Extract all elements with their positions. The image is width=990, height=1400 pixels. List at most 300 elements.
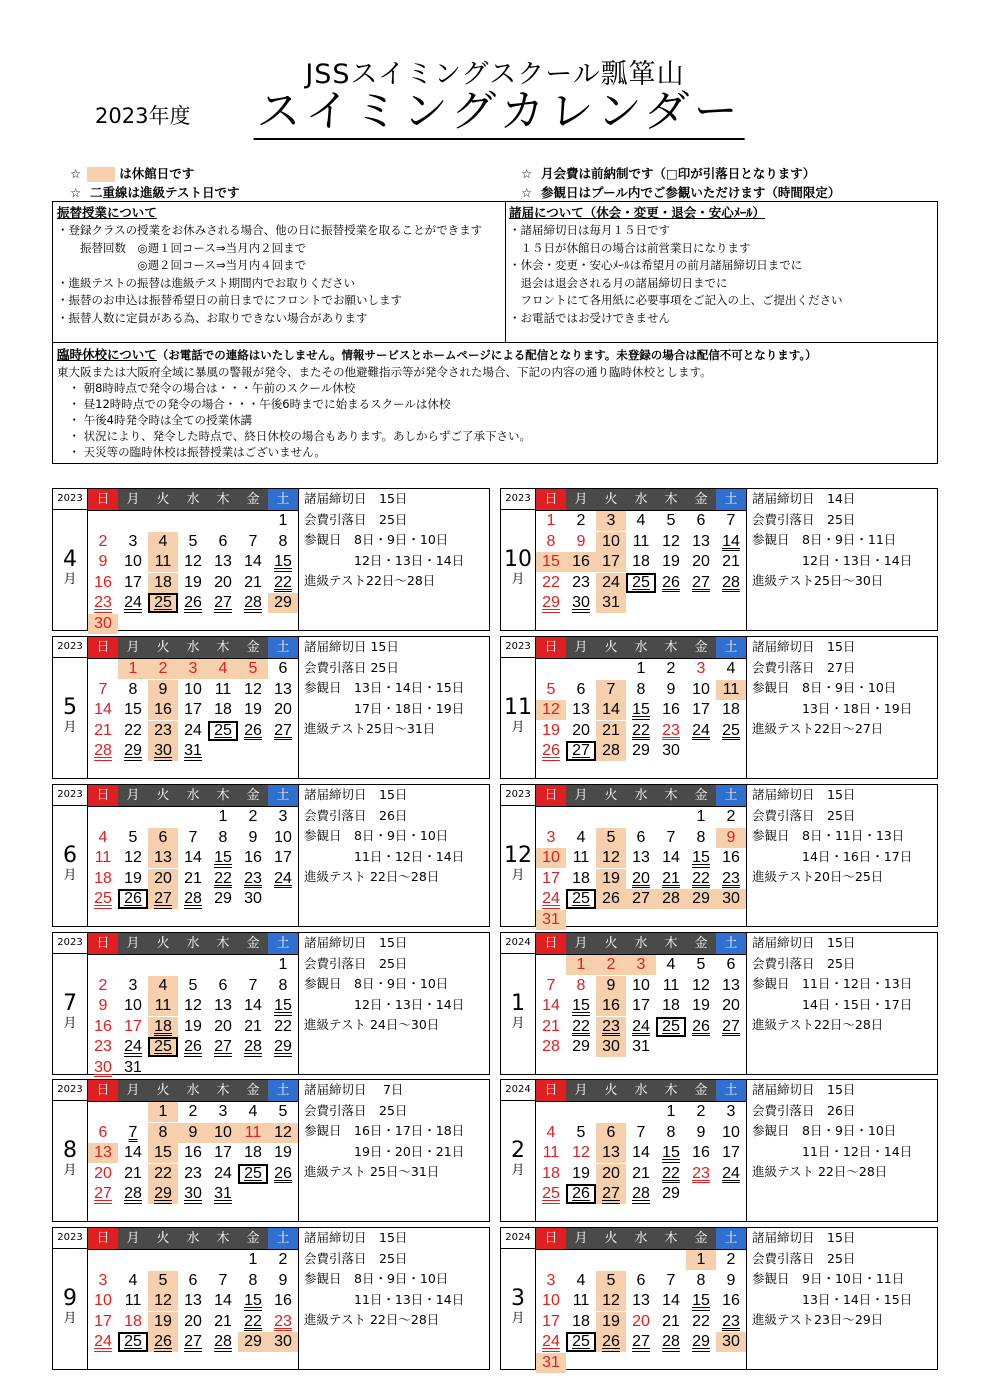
day-cell: 19: [184, 573, 202, 591]
month-info-line: 諸届締切日 14日: [752, 491, 856, 506]
day-cell: 9: [716, 828, 746, 848]
month-info: [304, 785, 464, 888]
day-cell: 19: [692, 997, 710, 1014]
day-cell: 15: [244, 1292, 262, 1309]
weekday-header: 金: [238, 933, 268, 954]
weekday-header: 土: [716, 785, 746, 806]
day-cell: 8: [666, 1123, 676, 1141]
weekday-header: 水: [626, 933, 656, 954]
weekday-header: 土: [716, 1228, 746, 1249]
day-cell: 10: [274, 828, 292, 846]
day-cell: 8: [278, 532, 288, 550]
day-cell: 23: [274, 1312, 292, 1330]
month-info-line: 諸届締切日 15日: [752, 787, 856, 802]
todoke-line: ・休会・変更・安心ﾒｰﾙは希望月の前月諸届締切日までに: [509, 258, 803, 273]
page-title: スイミングカレンダー: [254, 86, 748, 140]
day-cell: 10: [124, 997, 142, 1014]
day-cell: 29: [124, 742, 142, 759]
day-cell: 13: [596, 1143, 626, 1163]
month-label: [53, 1101, 88, 1221]
month-info-line: 参観日 16日・17日・18日: [304, 1123, 465, 1138]
month-info: [752, 637, 912, 740]
day-cell: 3: [596, 511, 626, 531]
month-info-line: 会費引落日 25日: [752, 807, 856, 823]
day-cell: 16: [566, 552, 596, 572]
holiday-swatch: [87, 167, 115, 182]
month-info-line: 会費引落日 26日: [304, 807, 408, 823]
day-cell: 13: [692, 532, 710, 550]
month-info: [752, 785, 912, 888]
calendar-year: 2023: [53, 489, 88, 510]
month-info-line: 進級テスト22日～28日: [752, 1017, 884, 1032]
month-suffix: 月: [63, 572, 77, 587]
day-cell: 16: [662, 701, 680, 718]
weekday-header: 月: [118, 785, 148, 806]
weekday-header: 土: [268, 1228, 298, 1249]
month-info-line: 17日・18日・19日: [304, 700, 465, 716]
month-info-line: 参観日 9日・10日・11日: [752, 1271, 905, 1286]
month-info-line: 諸届締切日 15日: [752, 935, 856, 950]
star-icon: ☆: [70, 166, 82, 181]
day-cell: 9: [98, 997, 108, 1014]
day-cell: 23: [662, 721, 680, 739]
month-suffix: 月: [511, 1163, 525, 1178]
day-cell: 9: [596, 976, 626, 996]
day-cell: 17: [596, 552, 626, 572]
day-cell: 20: [274, 701, 292, 718]
info-separator: [746, 1080, 747, 1221]
day-cell: 28: [184, 890, 202, 907]
day-cell: 20: [722, 997, 740, 1014]
day-cell: 2: [98, 532, 108, 550]
month-info-line: 会費引落日 26日: [752, 1102, 856, 1118]
day-cell: 29: [238, 1332, 268, 1352]
todoke-line: ・お電話ではお受けできません: [509, 310, 670, 325]
day-cell: 29: [692, 1333, 710, 1350]
day-cell: 28: [94, 742, 112, 759]
day-cell: 10: [632, 976, 650, 994]
day-cell: 7: [546, 976, 556, 994]
weekday-header: 金: [686, 637, 716, 658]
day-cell: 10: [208, 1123, 238, 1143]
day-cell: 5: [696, 956, 706, 973]
month-info-line: 11日・12日・14日: [752, 1143, 913, 1159]
month-label: [53, 1249, 88, 1369]
day-cell: 30: [148, 741, 178, 761]
day-cell: 17: [184, 701, 202, 718]
todoke-line: ・諸届締切日は毎月１５日です: [509, 223, 670, 237]
day-cell: 5: [596, 1271, 626, 1291]
day-cell: 1: [118, 659, 148, 679]
month-info-line: 諸届締切日 15日: [752, 1230, 856, 1245]
day-cell: 4: [248, 1103, 258, 1120]
day-cell: 25: [566, 889, 596, 909]
day-cell: 18: [572, 1312, 590, 1330]
day-cell: 28: [542, 1038, 560, 1055]
info-divider: [505, 202, 506, 342]
rinji-note: （お電話での連絡はいたしません。情報サービスとホームページによる配信となります。未登録の場合は配信不可となります。）: [156, 348, 817, 362]
day-cell: 15: [148, 1143, 178, 1163]
weekday-header: 木: [656, 933, 686, 954]
day-cell: 9: [666, 680, 676, 698]
day-cell: 17: [274, 849, 292, 866]
day-cell: 10: [596, 532, 626, 552]
month-suffix: 月: [63, 720, 77, 735]
day-cell: 8: [576, 976, 586, 994]
day-cell: 4: [128, 1271, 138, 1289]
day-cell: 1: [636, 660, 646, 677]
star-icon: ☆: [70, 185, 82, 200]
day-cell: 12: [124, 849, 142, 866]
day-cell: 2: [98, 976, 108, 994]
day-cell: 16: [94, 1017, 112, 1035]
month-suffix: 月: [63, 868, 77, 883]
day-cell: 18: [632, 553, 650, 570]
calendar-year: 2023: [501, 785, 536, 806]
day-cell: 21: [662, 1312, 680, 1330]
day-cell: 18: [148, 573, 178, 593]
weekday-header: 日: [88, 785, 118, 806]
info-divider-h: [53, 342, 937, 343]
rinji-line: ・ 朝8時時点で発令の場合は・・・午前のスクール休校: [57, 381, 356, 395]
calendar-year: 2023: [501, 489, 536, 510]
month-info-line: 会費引落日 25日: [752, 511, 856, 527]
day-cell: 24: [692, 721, 710, 739]
day-cell: 22: [662, 1164, 680, 1182]
day-cell: 14: [244, 553, 262, 570]
day-cell: 30: [596, 1037, 626, 1057]
day-cell: 25: [626, 573, 656, 593]
weekday-header: 木: [656, 1080, 686, 1101]
furikae-line: ・登録クラスの授業をお休みされる場合、他の日に振替授業を取ることができます: [57, 223, 483, 237]
day-cell: 22: [692, 1312, 710, 1330]
day-cell: 26: [184, 1038, 202, 1055]
day-cell: 11: [572, 1292, 590, 1309]
day-cell: 24: [596, 573, 626, 593]
weekday-header: 月: [566, 1228, 596, 1249]
weekday-header: 火: [596, 489, 626, 510]
day-cell: 22: [274, 1017, 292, 1035]
day-cell: 13: [632, 849, 650, 866]
weekday-header: 金: [686, 785, 716, 806]
day-cell: 21: [632, 1164, 650, 1182]
day-cell: 4: [636, 512, 646, 529]
legend-test: [70, 183, 239, 201]
day-cell: 5: [596, 828, 626, 848]
month-info-line: 諸届締切日 15日: [304, 639, 399, 654]
month-info-line: 12日・13日・14日: [304, 996, 465, 1012]
day-cell: 12: [244, 680, 262, 698]
day-cell: 9: [726, 1271, 736, 1289]
day-cell: 26: [596, 889, 626, 909]
day-cell: 12: [572, 1144, 590, 1161]
month-info-line: 参観日 8日・9日・10日: [304, 1271, 449, 1286]
day-cell: 29: [572, 1038, 590, 1055]
calendar-year: 2024: [501, 1080, 536, 1101]
day-cell: 20: [184, 1312, 202, 1330]
day-cell: 31: [184, 742, 202, 759]
day-cell: 6: [576, 680, 586, 698]
day-cell: 18: [214, 701, 232, 718]
day-cell: 14: [124, 1144, 142, 1161]
day-cell: 18: [572, 869, 590, 887]
month-info-line: 参観日 8日・9日・11日: [752, 532, 897, 547]
day-cell: 28: [244, 594, 262, 611]
day-cell: 23: [722, 1312, 740, 1330]
day-cell: 20: [632, 869, 650, 887]
day-cell: 20: [94, 1164, 112, 1182]
weekday-header: 日: [536, 637, 566, 658]
weekday-header: 月: [566, 1080, 596, 1101]
day-cell: 2: [188, 1103, 198, 1120]
day-cell: 19: [274, 1144, 292, 1161]
day-cell: 1: [546, 512, 556, 529]
weekday-header: 日: [88, 933, 118, 954]
day-cell: 26: [148, 1332, 178, 1352]
day-cell: 14: [244, 997, 262, 1014]
star-icon: ☆: [521, 166, 533, 181]
day-cell: 25: [542, 1185, 560, 1202]
day-cell: 12: [148, 1291, 178, 1311]
day-cell: 24: [94, 1333, 112, 1350]
day-cell: 4: [208, 659, 238, 679]
day-cell: 7: [98, 680, 108, 698]
day-cell: 22: [692, 869, 710, 887]
day-cell: 27: [148, 889, 178, 909]
day-cell: 28: [632, 1185, 650, 1202]
legend-observe-text: 参観日はプール内でご参観いただけます（時間限定）: [540, 185, 841, 200]
weekday-header: 月: [566, 489, 596, 510]
weekday-header: 水: [178, 489, 208, 510]
weekday-header: 金: [238, 637, 268, 658]
month-info-line: 進級テスト25日～31日: [304, 721, 436, 736]
day-cell: 20: [214, 573, 232, 591]
day-cell: 16: [94, 573, 112, 591]
day-cell: 19: [662, 553, 680, 570]
month-info-line: 進級テスト 24日～30日: [304, 1017, 440, 1032]
day-cell: 23: [148, 721, 178, 741]
info-separator: [746, 933, 747, 1074]
day-cell: 21: [94, 721, 112, 739]
month-suffix: 月: [63, 1311, 77, 1326]
month-label: [501, 806, 536, 926]
day-cell: 3: [218, 1103, 228, 1120]
month-info-line: 11日・13日・14日: [304, 1291, 465, 1307]
day-cell: 12: [596, 1291, 626, 1311]
day-cell: 7: [596, 680, 626, 700]
day-cell: 15: [214, 849, 232, 866]
weekday-header: 火: [596, 785, 626, 806]
day-cell: 11: [94, 849, 112, 866]
weekday-header: 土: [268, 489, 298, 510]
day-cell: 4: [576, 1271, 586, 1289]
day-cell: 15: [274, 997, 292, 1014]
month-info: [304, 933, 464, 1036]
weekday-header: 金: [686, 933, 716, 954]
day-cell: 8: [218, 828, 228, 846]
day-cell: 24: [214, 1164, 232, 1182]
day-cell: 29: [542, 594, 560, 611]
weekday-header: 日: [536, 1228, 566, 1249]
day-cell: 19: [124, 869, 142, 887]
day-cell: 30: [244, 890, 262, 907]
month-suffix: 月: [511, 1311, 525, 1326]
day-cell: 3: [546, 1271, 556, 1289]
weekday-header: 水: [178, 933, 208, 954]
month-info: [304, 1080, 464, 1183]
day-cell: 12: [268, 1123, 298, 1143]
month-calendar: [500, 488, 938, 631]
weekday-header: 金: [686, 489, 716, 510]
day-cell: 12: [184, 553, 202, 570]
day-cell: 21: [596, 721, 626, 741]
day-cell: 20: [596, 1164, 626, 1184]
day-cell: 23: [572, 573, 590, 591]
day-cell: 16: [274, 1292, 292, 1309]
day-cell: 7: [636, 1123, 646, 1141]
weekday-header: 木: [656, 637, 686, 658]
day-cell: 23: [596, 1017, 626, 1037]
month-info-line: 参観日 13日・14日・15日: [304, 680, 465, 695]
weekday-header: 火: [148, 489, 178, 510]
month-info-line: 11日・12日・14日: [304, 848, 465, 864]
day-cell: 26: [596, 1332, 626, 1352]
day-cell: 26: [692, 1017, 710, 1035]
legend-fee: [521, 164, 815, 182]
furikae-line: ・振替のお申込は振替希望日の前日までにフロントでお願いします: [57, 293, 402, 308]
month-calendar: [52, 932, 490, 1075]
day-cell: 19: [184, 1017, 202, 1035]
day-cell: 6: [636, 1271, 646, 1289]
day-cell: 26: [542, 742, 560, 759]
weekday-header: 火: [148, 1228, 178, 1249]
day-cell: 2: [696, 1103, 706, 1120]
month-calendar: [52, 1079, 490, 1222]
weekday-header: 月: [566, 933, 596, 954]
day-cell: 6: [636, 828, 646, 846]
weekday-header: 金: [238, 785, 268, 806]
day-cell: 17: [722, 1144, 740, 1161]
day-cell: 28: [596, 741, 626, 761]
day-cell: 13: [148, 848, 178, 868]
calendar-year: 2023: [53, 933, 88, 954]
day-cell: 11: [148, 996, 178, 1016]
day-cell: 25: [148, 1037, 178, 1057]
day-cell: 23: [722, 869, 740, 887]
month-info-line: 参観日 8日・9日・10日: [304, 828, 449, 843]
day-cell: 26: [118, 889, 148, 909]
month-suffix: 月: [511, 868, 525, 883]
month-info: [304, 637, 464, 740]
day-cell: 19: [596, 869, 626, 889]
month-info-line: 進級テスト22日～27日: [752, 721, 884, 736]
info-separator: [746, 1228, 747, 1369]
month-info-line: 進級テスト 22日～28日: [752, 1164, 888, 1179]
day-cell: 1: [686, 1250, 716, 1270]
weekday-header: 火: [596, 1080, 626, 1101]
day-cell: 29: [268, 593, 298, 613]
day-cell: 28: [662, 1333, 680, 1350]
day-cell: 6: [188, 1271, 198, 1289]
weekday-header: 金: [238, 489, 268, 510]
month-info-line: 諸届締切日 15日: [304, 491, 408, 506]
day-cell: 5: [546, 680, 556, 698]
rinji-line: 東大阪または大阪府全域に暴風の警報が発令、またその他避難指示等が発令された場合、下記の内容の通り臨時休校とします。: [57, 365, 712, 379]
day-cell: 9: [98, 553, 108, 570]
weekday-header: 日: [88, 637, 118, 658]
weekday-header: 土: [268, 1080, 298, 1101]
month-number: 8: [63, 1138, 77, 1163]
day-cell: 29: [214, 890, 232, 907]
day-cell: 13: [274, 680, 292, 698]
month-label: [501, 1249, 536, 1369]
header-line: [88, 954, 298, 955]
month-info-line: 会費引落日 25日: [304, 955, 408, 971]
legend-holiday-text: は休館日です: [119, 166, 195, 181]
month-info-line: 進級テスト23日～29日: [752, 1312, 884, 1327]
weekday-header: 水: [178, 1080, 208, 1101]
info-separator: [746, 637, 747, 778]
month-info-line: 会費引落日 25日: [752, 1250, 856, 1266]
day-cell: 6: [596, 1123, 626, 1143]
todoke-line: フロントにて各用紙に必要事項をご記入の上、ご提出ください: [509, 293, 843, 308]
day-cell: 4: [148, 976, 178, 996]
day-cell: 24: [184, 721, 202, 739]
weekday-header: 土: [268, 933, 298, 954]
day-cell: 12: [692, 976, 710, 994]
day-cell: 15: [632, 701, 650, 718]
day-cell: 19: [542, 721, 560, 739]
day-cell: 30: [268, 1332, 298, 1352]
month-info-line: 参観日 11日・12日・13日: [752, 976, 913, 991]
month-info-line: 14日・15日・17日: [752, 996, 913, 1012]
day-cell: 5: [148, 1271, 178, 1291]
day-cell: 31: [124, 1058, 142, 1076]
day-cell: 3: [696, 660, 706, 677]
weekday-header: 日: [536, 1080, 566, 1101]
day-cell: 15: [124, 701, 142, 718]
day-cell: 9: [178, 1123, 208, 1143]
info-separator: [298, 489, 299, 630]
day-cell: 19: [244, 701, 262, 718]
calendar-year: 2024: [501, 1228, 536, 1249]
day-cell: 25: [722, 721, 740, 739]
day-cell: 7: [248, 532, 258, 550]
star-icon: ☆: [521, 185, 533, 200]
day-cell: 18: [148, 1017, 178, 1037]
day-cell: 8: [546, 532, 556, 550]
month-info: [304, 1228, 464, 1331]
day-cell: 20: [148, 869, 178, 889]
day-cell: 27: [214, 1038, 232, 1055]
day-cell: 26: [184, 594, 202, 611]
day-cell: 27: [632, 1333, 650, 1350]
day-cell: 24: [722, 1164, 740, 1182]
day-cell: 5: [128, 828, 138, 846]
day-cell: 11: [662, 976, 680, 994]
day-cell: 5: [278, 1103, 288, 1120]
day-cell: 5: [188, 532, 198, 550]
day-cell: 20: [572, 721, 590, 739]
month-info-line: 進級テスト 25日～31日: [304, 1164, 440, 1179]
info-separator: [298, 1228, 299, 1369]
weekday-header: 火: [596, 1228, 626, 1249]
day-cell: 25: [94, 890, 112, 907]
calendar-year: 2024: [501, 933, 536, 954]
month-calendar: [52, 488, 490, 631]
day-cell: 21: [184, 869, 202, 887]
day-cell: 6: [726, 956, 736, 973]
